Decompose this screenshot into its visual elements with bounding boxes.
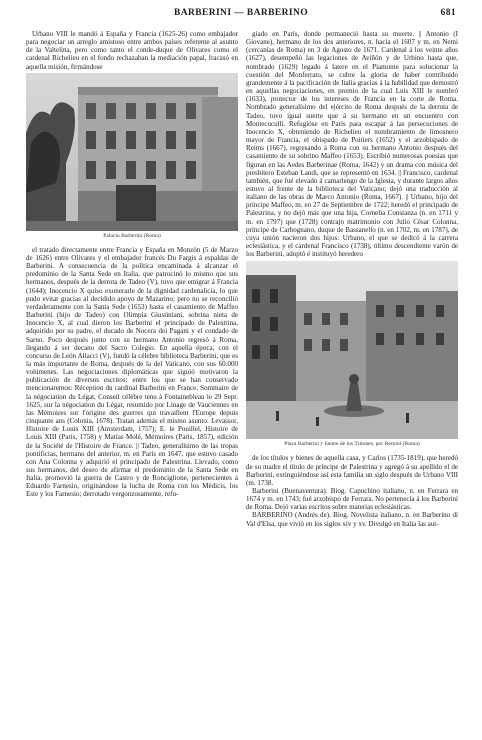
- right-paragraph-2: de los títulos y bienes de aquella casa, y Carlos (1735-1819), que heredó de su madre el título de príncipe de Palestrina y agregó á su apellido el de Barberini, extinguiéndose así esta familia un siglo después de Urbano VIII (m. 1738.: [246, 454, 458, 487]
- left-paragraph-1: Urbano VIII le mandó á España y Francia (1625-26) como embajador para negociar un arreglo amistoso entre ambos países referente al asunto de la Valtelina, pero como tanto el conde-duque de Olivares como el cardenal Richelieu en el fondo rechazaban la mediación papal, fracasó en aquella misión, firmándose: [26, 30, 238, 71]
- square-photo: [246, 261, 458, 439]
- right-paragraph-4: BARBERINO (Andrés de). Biog. Novelista italiano, n. en Barberino di Val d'Elsa, que vivió en los siglos xiv y xv. Divulgó en Italia las aut-: [246, 511, 458, 528]
- running-header: [26, 8, 456, 22]
- right-paragraph-3: Barberini (Buenaventura). Biog. Capuchino italiano, n. en Ferrara en 1674 y m. en 1743; fué arzobispo de Ferrara. No pertenecía á los Barberini de Roma. Dejó varias escritos sobre materias eclesiásticas.: [246, 487, 458, 512]
- palace-figure: [26, 73, 238, 243]
- left-paragraph-2: el tratado directamente entre Francia y España en Monzón (5 de Marzo de 1626) entre Olivares y el embajador francés Du Fargis á espaldas de Barberini. A consecuencia de la política encaminada á alcanzar el predominio de la Santa Sede en Italia, que patrocinó lo mismo que sus hermanos, después de la derrota de Tadeo (V), tuvo que emigrar á Francia (1644); Inocencio X quiso exonerarle de la dignidad cardenalicia, lo que pudo evitar gracias al decidido apoyo de Mazarino; pero no se reconcilió verdaderamente con la Santa Sede (1653) hasta el casamiento de Maffeo Barberini (hijo de Tadeo) con Olimpia Giustiniani, sobrina nieta de Inocencio X, al cual dieron los Barberini el principado de Palestrina, adquirido por su padre, el ducado de Nocera dei Pagani y el condado de Sarno. Poco después junto con su hermano Antonio regresó á Roma, llegando á ser decano del Sacro Colegio. En aquella época, con el concurso de León Allacci (V), fundó la célebre biblioteca Barberini, que es la más importante de Roma, después de la del Vaticano, con sus 60.000 volúmenes. Las negociaciones diplomáticas que siguió motivaron la publicación de diversos escritos; entre los que se han conservado mencionaremos: Réception du cardinal Barberini en France, Sommaire de la négociation du Légat, Conseil célèbre tenu à Fontainebleau le 29 Sept. 1625, sur la négociation du Légat, resumido por Linage de Vauciennes en las Mémoires sur l'origine des guerres qui travaillent l'Europe depuis cinquante ans (Colonia, 1678). Tratan además el mismo asunto: Levassor, Histoire de Louis XIII (Amsterdam, 1757); E. le Pouillel, Histoire de Louis XIII (Paris, 1758) y Matías Molé, Mémoires (Paris, 1857), edición de la Société de l'Histoire de France. || Tadeo, generalísimo de las tropas pontificias, hermano del anterior, m. en París en 1647, que estuvo casado con Ana Colonna y adquirió el principado de Palestrina. Llevado, como sus hermanos, del deseo de afirmar el predominio de la Santa Sede en Italia, promovió la guerra de Castro y de Ronciglione, pertenecientes á Eduardo Farnesio, originándose la lucha de Roma con los Médicis, los Este y los Farnesio; derrotado vergonzosamente, refu-: [26, 245, 238, 499]
- square-caption: Plaza Barberini y fuente de los Tritones, por Bernini (Roma): [284, 441, 420, 448]
- square-figure: [246, 261, 458, 451]
- header-title: BARBERINI — BARBERINO: [173, 8, 309, 18]
- palace-caption: Palacio Barberini (Roma): [103, 232, 161, 239]
- right-column: [246, 30, 458, 714]
- left-column: [26, 30, 238, 712]
- right-paragraph-1: giado en París, donde permaneció hasta su muerte. || Antonio (I Giovane), hermano de los dos anteriores, n. hacia el 1607 y m. en Nemi (cercanías de Roma) en 3 de Agosto de 1671. Cardenal á los veinte años (1627), desempeñó las legaciones de Aviñón y de Urbino hasta que, nombrado (1629) legado á latere en el Piamonte para solucionar la cuestión del Monferrato, se cubre la gloria de haber contribuido grandemente á la pacificación de Italia gracias á la habilidad que demostró en aquellas negociaciones, en premio de la cual Luis XIII le nombró (1633), protector de los intereses de Francia en la corte de Roma. Nombrado generalísimo del ejército de Roma después de la derrota de Tadeo, tuvo igual suerte que á su hermano en un encuentro con Montecuculli. Refugióse en París para escapar á las persecuciones de Inocencio X, obteniendo de Richelieu el nombramiento de limosnero mayor de Francia, el obispado de Poitiers (1652) y el arzobispado de Reims (1667), regresando á Roma con su hermano Antonio después del casamiento de su sobrino Maffeo (1653). Escribió numerosas poesías que figuran en las Aedes Barberinae (Roma, 1642) y un drama con música del presbítero Esteban Landi, que se representó en 1634. || Francisco, cardenal también, que fué elevado á camarlengo de la Iglesia, y durante largos años estuvo al frente de la biblioteca del Vaticano; dejó una traducción al italiano de las obras de Marco Antonio (Roma, 1667). || Urbano, hijo del príncipe Maffeo, m. en 27 de Septiembre de 1722; heredó el principado de Palestrina, y no dejó más que una hija, Cornelia Constanza (n. en 1711 y m. en 1797) que (1728) contrajo matrimonio con Julio César Colonna, príncipe de Carbognano, duque de Bassanello (n. en 1702, m. en 1787), de cuya unión nacieron dos hijos: Urbano, el que se dedicó á la carrera eclesiástica, y el cardenal Francisco (1738), último descendiente varón de los Barberini, adoptó é instituyó heredero: [246, 30, 458, 259]
- page-number: 681: [440, 8, 456, 18]
- palace-photo: [26, 73, 238, 231]
